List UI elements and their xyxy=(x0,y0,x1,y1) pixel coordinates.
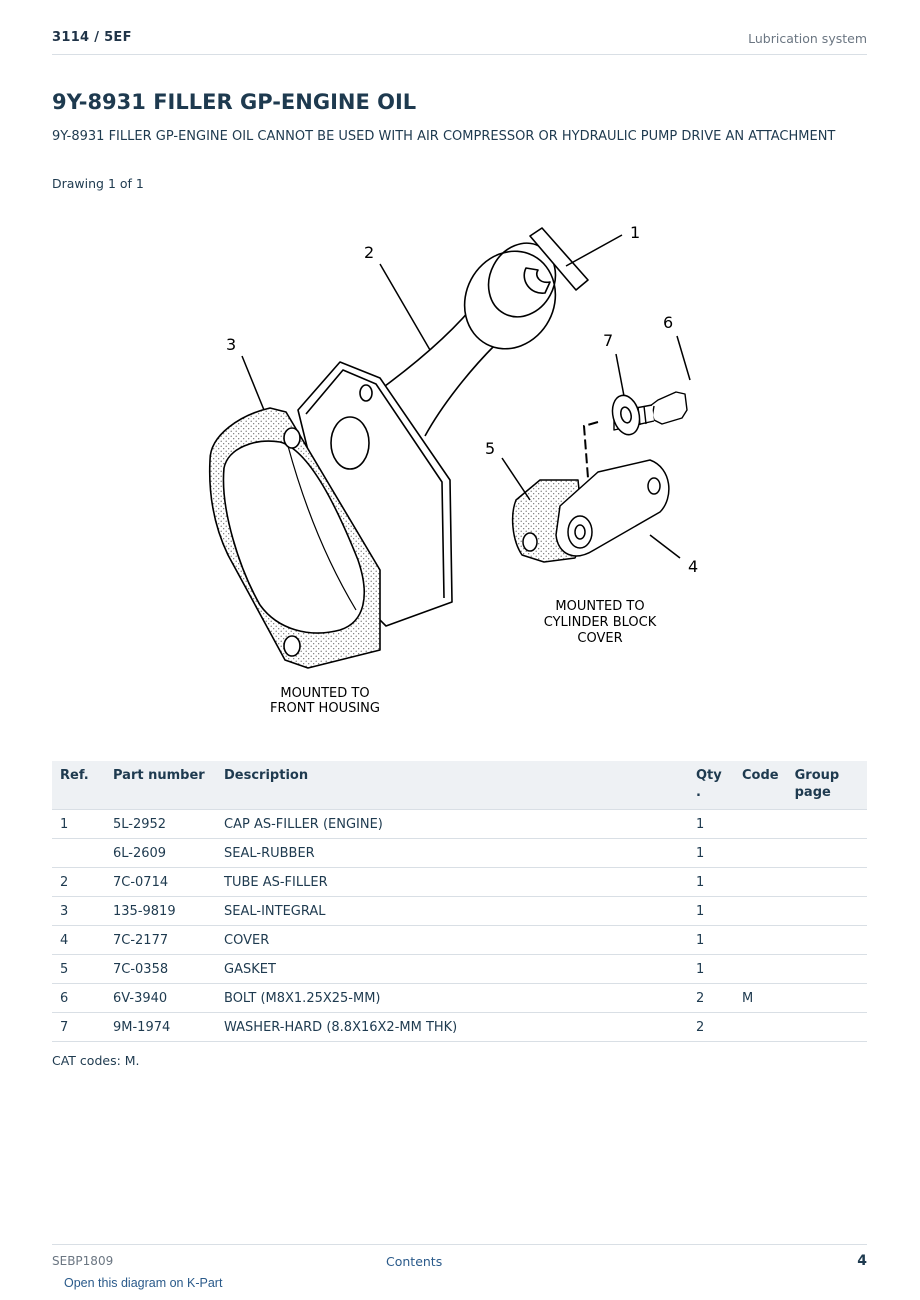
cell-qty: 1 xyxy=(688,868,734,897)
cell-description: COVER xyxy=(216,926,688,955)
document-number: SEBP1809 xyxy=(52,1254,114,1268)
cell-group-page xyxy=(787,839,867,868)
cell-qty: 1 xyxy=(688,955,734,984)
caption-front-line1: MOUNTED TO xyxy=(280,686,370,701)
header-ref: Ref. xyxy=(52,761,105,810)
header-description: Description xyxy=(216,761,688,810)
table-row xyxy=(52,984,867,1013)
cell-part-number: 6L-2609 xyxy=(105,839,216,868)
cell-qty: 1 xyxy=(688,810,734,839)
cell-code xyxy=(734,868,787,897)
caption-front-line2: FRONT HOUSING xyxy=(270,701,380,716)
header-group-page xyxy=(787,761,867,810)
callout-3: 3 xyxy=(226,335,237,354)
parts-diagram xyxy=(180,210,760,730)
cell-description: BOLT (M8X1.25X25-MM) xyxy=(216,984,688,1013)
cell-ref xyxy=(52,839,105,868)
filler-tube-drawing xyxy=(385,231,572,436)
header-qty xyxy=(688,761,734,810)
cell-code xyxy=(734,926,787,955)
cell-ref: 1 xyxy=(52,810,105,839)
model-label: 3114 / 5EF xyxy=(52,30,132,45)
cell-qty: 1 xyxy=(688,926,734,955)
table-row xyxy=(52,926,867,955)
contents-link[interactable]: Contents xyxy=(386,1254,443,1269)
cell-description: TUBE AS-FILLER xyxy=(216,868,688,897)
page-number: 4 xyxy=(857,1253,867,1269)
drawing-counter: Drawing 1 of 1 xyxy=(52,176,144,191)
cell-group-page xyxy=(787,810,867,839)
cell-group-page xyxy=(787,897,867,926)
washer-drawing xyxy=(609,392,644,437)
cell-code xyxy=(734,1013,787,1042)
cell-code xyxy=(734,955,787,984)
page-title: 9Y-8931 FILLER GP-ENGINE OIL xyxy=(52,90,417,114)
cell-description: WASHER-HARD (8.8X16X2-MM THK) xyxy=(216,1013,688,1042)
cell-description: GASKET xyxy=(216,955,688,984)
page-footer xyxy=(52,1244,867,1271)
cell-qty: 1 xyxy=(688,897,734,926)
cell-ref: 6 xyxy=(52,984,105,1013)
cell-code xyxy=(734,810,787,839)
caption-block-line3: COVER xyxy=(577,631,623,646)
cell-qty: 2 xyxy=(688,1013,734,1042)
cell-group-page xyxy=(787,984,867,1013)
callout-2: 2 xyxy=(364,243,375,262)
table-row xyxy=(52,955,867,984)
table-header-row xyxy=(52,761,867,810)
cell-code: M xyxy=(734,984,787,1013)
kpart-diagram-link[interactable]: Open this diagram on K-Part xyxy=(64,1276,223,1290)
caption-block-line2: CYLINDER BLOCK xyxy=(543,615,657,630)
table-row xyxy=(52,839,867,868)
header-group-line1: Group xyxy=(794,768,840,783)
table-row xyxy=(52,810,867,839)
cell-group-page xyxy=(787,955,867,984)
cell-ref: 2 xyxy=(52,868,105,897)
cell-part-number: 7C-0714 xyxy=(105,868,216,897)
cell-part-number: 7C-0358 xyxy=(105,955,216,984)
cell-part-number: 5L-2952 xyxy=(105,810,216,839)
callout-6: 6 xyxy=(663,313,674,332)
cell-ref: 3 xyxy=(52,897,105,926)
header-qty-line2: . xyxy=(696,785,701,800)
cell-part-number: 135-9819 xyxy=(105,897,216,926)
header-code: Code xyxy=(734,761,787,810)
cell-code xyxy=(734,897,787,926)
parts-table-body xyxy=(52,810,867,1042)
cell-code xyxy=(734,839,787,868)
cell-group-page xyxy=(787,1013,867,1042)
cover-drawing xyxy=(556,460,669,556)
cell-description: CAP AS-FILLER (ENGINE) xyxy=(216,810,688,839)
cell-description: SEAL-RUBBER xyxy=(216,839,688,868)
table-row xyxy=(52,897,867,926)
table-row xyxy=(52,1013,867,1042)
caption-block-line1: MOUNTED TO xyxy=(555,599,645,614)
cell-description: SEAL-INTEGRAL xyxy=(216,897,688,926)
header-group-line2: page xyxy=(794,785,831,800)
cat-codes-note: CAT codes: M. xyxy=(52,1053,140,1068)
callout-1: 1 xyxy=(630,223,641,242)
cell-ref: 7 xyxy=(52,1013,105,1042)
cell-ref: 4 xyxy=(52,926,105,955)
header-qty-line1: Qty xyxy=(696,768,722,783)
callout-4: 4 xyxy=(688,557,699,576)
callout-7: 7 xyxy=(603,331,614,350)
cell-group-page xyxy=(787,868,867,897)
cell-part-number: 7C-2177 xyxy=(105,926,216,955)
cell-qty: 2 xyxy=(688,984,734,1013)
cell-ref: 5 xyxy=(52,955,105,984)
callout-5: 5 xyxy=(485,439,496,458)
cell-part-number: 9M-1974 xyxy=(105,1013,216,1042)
table-row xyxy=(52,868,867,897)
section-label: Lubrication system xyxy=(748,31,867,46)
cell-part-number: 6V-3940 xyxy=(105,984,216,1013)
cell-qty: 1 xyxy=(688,839,734,868)
parts-table xyxy=(52,761,867,1042)
cell-group-page xyxy=(787,926,867,955)
header-part-number: Part number xyxy=(105,761,216,810)
page-header xyxy=(52,28,867,55)
page-subtitle: 9Y-8931 FILLER GP-ENGINE OIL CANNOT BE USED WITH AIR COMPRESSOR OR HYDRAULIC PUMP DRIVE AN ATTACHMENT xyxy=(52,129,836,144)
